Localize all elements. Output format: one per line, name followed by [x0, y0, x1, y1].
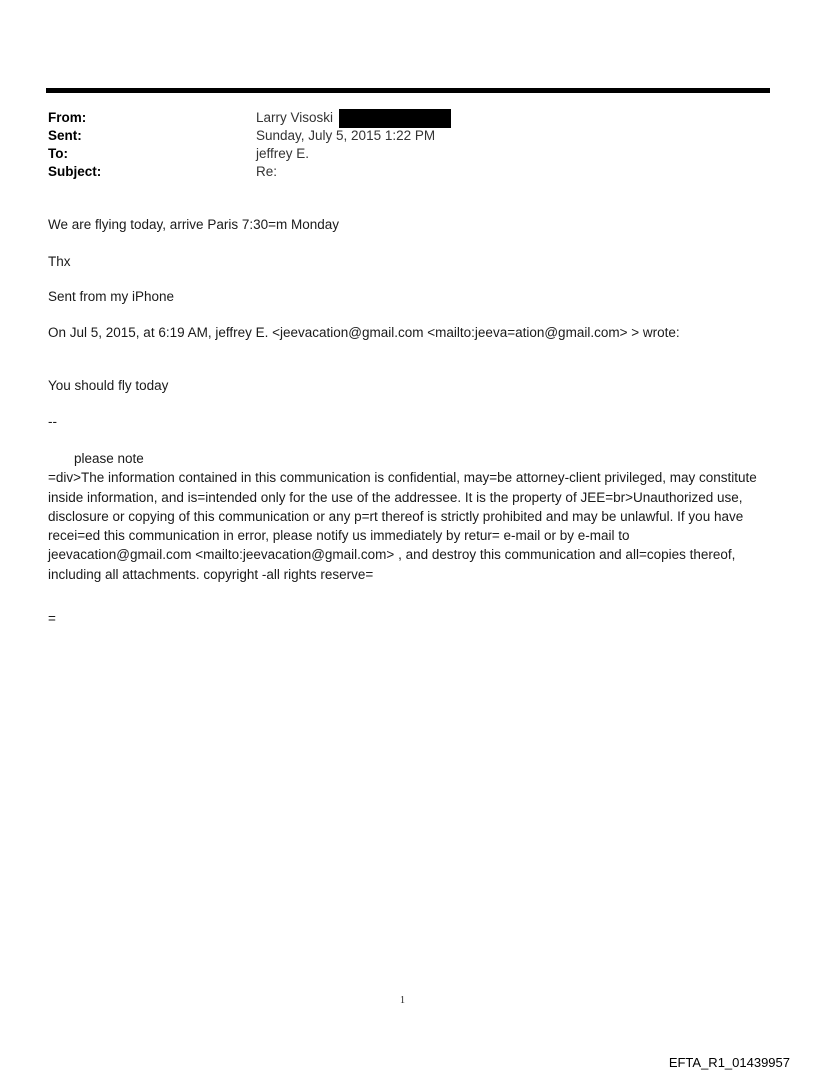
- body-line-thx: Thx: [48, 254, 71, 269]
- disclaimer-line: including all attachments. copyright -all rights reserve=: [48, 566, 374, 582]
- body-line-fly-today: You should fly today: [48, 378, 169, 393]
- sent-row: [48, 127, 451, 145]
- page-number: 1: [400, 995, 405, 1006]
- from-label: From:: [48, 110, 87, 125]
- subject-row: [48, 163, 451, 181]
- to-row: [48, 145, 451, 163]
- to-label: To:: [48, 146, 68, 161]
- email-header: [48, 109, 451, 181]
- subject-label: Subject:: [48, 164, 102, 179]
- sent-value: Sunday, July 5, 2015 1:22 PM: [256, 128, 436, 143]
- top-rule: [46, 88, 770, 93]
- trailing-equals: =: [48, 611, 56, 626]
- body-line-sent-from: Sent from my iPhone: [48, 289, 175, 304]
- subject-value: Re:: [256, 164, 278, 179]
- disclaimer-line: =div>The information contained in this communication is confidential, may=be attorney-client privileged, may constitute: [48, 470, 757, 486]
- sent-label: Sent:: [48, 128, 82, 143]
- disclaimer-block: [48, 449, 778, 584]
- disclaimer-line: recei=ed this communication in error, please notify us immediately by retur= e-mail or by e-mail to: [48, 528, 630, 544]
- body-line-flying: We are flying today, arrive Paris 7:30=m Monday: [48, 217, 340, 232]
- document-id: EFTA_R1_01439957: [668, 1055, 790, 1070]
- disclaimer-line: inside information, and is=intended only for the use of the addressee. It is the property of JEE=br>Unauthorized use,: [48, 489, 743, 505]
- redaction-box: [339, 109, 451, 128]
- disclaimer-line: disclosure or copying of this communication or any p=rt thereof is strictly prohibited and may be unlawful. If you have: [48, 508, 744, 524]
- disclaimer-heading: please note: [74, 451, 144, 466]
- to-value: jeffrey E.: [256, 146, 310, 161]
- disclaimer-line: jeevacation@gmail.com <mailto:jeevacation@gmail.com> , and destroy this communication and all=copies thereof,: [48, 547, 736, 563]
- body-line-quote-header: On Jul 5, 2015, at 6:19 AM, jeffrey E. <jeevacation@gmail.com <mailto:jeeva=ation@gmail.com> > wrote:: [48, 325, 680, 340]
- from-value: Larry Visoski: [256, 110, 334, 125]
- body-line-separator: --: [48, 414, 57, 429]
- from-row: [48, 109, 451, 127]
